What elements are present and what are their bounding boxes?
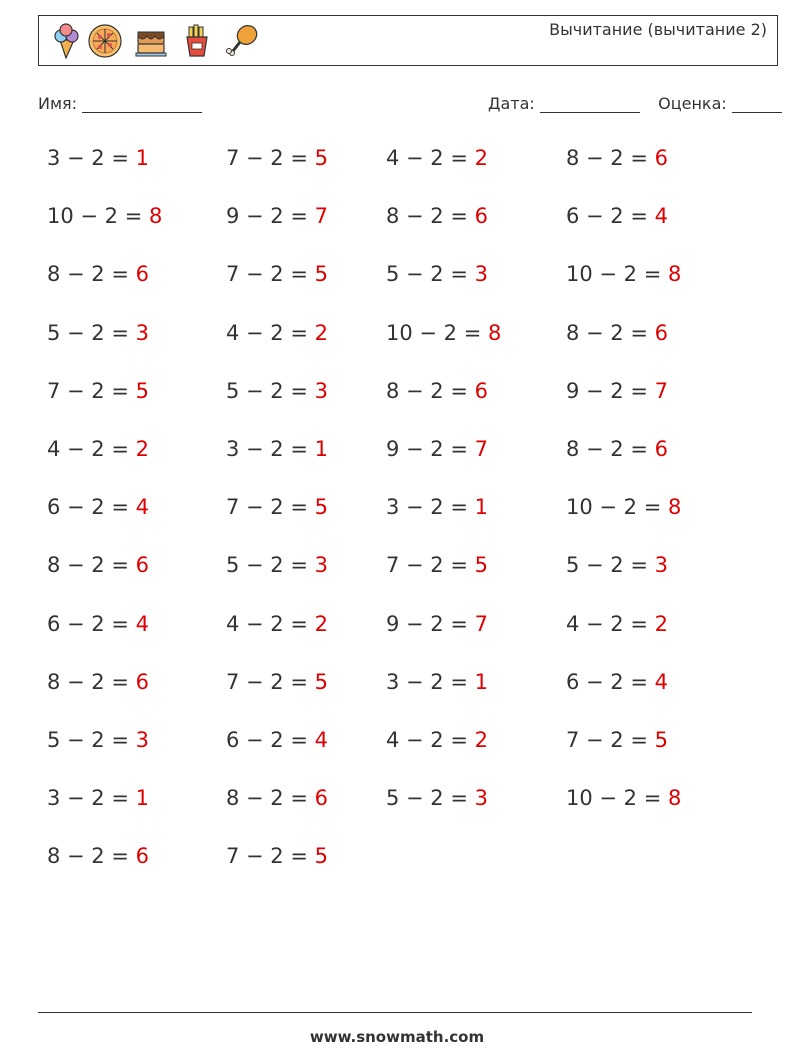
problem-item: [566, 670, 668, 694]
problem-item: [386, 262, 488, 286]
problem-answer: 4: [654, 204, 668, 229]
problem-answer: 5: [314, 146, 328, 170]
problem-item: [226, 553, 328, 577]
problem-answer: 3: [474, 786, 488, 811]
footer-url: www.snowmath.com: [309, 1028, 485, 1046]
problem-answer: 1: [474, 669, 488, 694]
problem-answer: 2: [135, 437, 149, 461]
cake-icon: [133, 23, 169, 59]
problem-question: 5 − 2 =: [47, 320, 136, 345]
problem-answer: 6: [135, 669, 149, 694]
problem-question: 6 − 2 =: [47, 611, 136, 636]
problem-item: [47, 728, 149, 752]
problem-item: [47, 321, 149, 345]
problem-question: 6 − 2 =: [566, 669, 655, 694]
problem-question: 4 − 2 =: [386, 146, 475, 170]
problem-item: [226, 262, 328, 286]
problem-question: 8 − 2 =: [566, 320, 655, 345]
problem-question: 8 − 2 =: [386, 378, 475, 403]
problem-answer: 7: [654, 378, 668, 403]
problem-question: 9 − 2 =: [386, 437, 475, 461]
problem-question: 5 − 2 =: [386, 786, 475, 811]
problem-answer: 2: [314, 320, 328, 345]
problem-question: 3 − 2 =: [226, 437, 315, 461]
problem-answer: 5: [474, 553, 488, 578]
ice-cream-icon: [49, 23, 85, 59]
problem-answer: 6: [135, 262, 149, 287]
problem-answer: 5: [654, 728, 668, 752]
problem-question: 4 − 2 =: [226, 320, 315, 345]
problem-answer: 5: [314, 495, 328, 520]
problem-question: 4 − 2 =: [47, 437, 136, 461]
problem-answer: 2: [474, 728, 488, 752]
problem-item: [47, 379, 149, 403]
problem-question: 10 − 2 =: [566, 262, 668, 287]
problem-answer: 5: [314, 844, 328, 869]
problem-answer: 3: [314, 553, 328, 578]
problem-answer: 4: [135, 611, 149, 636]
problem-question: 7 − 2 =: [226, 146, 315, 170]
problem-answer: 2: [314, 611, 328, 636]
name-label: Имя:: [38, 94, 78, 113]
problem-question: 8 − 2 =: [566, 146, 655, 170]
problem-item: [386, 612, 488, 636]
problem-answer: 8: [148, 204, 163, 229]
problem-answer: 1: [135, 146, 149, 170]
problem-question: 6 − 2 =: [226, 728, 315, 752]
problem-answer: 8: [667, 262, 682, 287]
problem-answer: 7: [314, 204, 328, 229]
problem-answer: 6: [654, 146, 668, 170]
problem-item: [226, 728, 328, 752]
problem-item: [566, 321, 668, 345]
problem-question: 10 − 2 =: [566, 495, 668, 520]
problem-item: [47, 786, 149, 810]
problem-item: [226, 844, 328, 868]
problem-question: 7 − 2 =: [226, 669, 315, 694]
problem-question: 6 − 2 =: [47, 495, 136, 520]
problem-question: 8 − 2 =: [47, 553, 136, 578]
problem-answer: 4: [314, 728, 328, 752]
problem-answer: 3: [654, 553, 668, 578]
problem-item: [226, 670, 328, 694]
problem-question: 8 − 2 =: [226, 786, 315, 811]
problem-item: [566, 553, 668, 577]
problem-question: 8 − 2 =: [47, 669, 136, 694]
problem-answer: 2: [474, 146, 488, 170]
date-label: Дата:: [488, 94, 535, 113]
problem-question: 9 − 2 =: [226, 204, 315, 229]
problem-item: [47, 612, 149, 636]
date-score-fields: [488, 94, 782, 113]
problem-answer: 7: [474, 437, 488, 461]
name-blank[interactable]: [82, 96, 202, 113]
problem-question: 9 − 2 =: [566, 378, 655, 403]
problem-question: 5 − 2 =: [226, 378, 315, 403]
problem-question: 5 − 2 =: [386, 262, 475, 287]
problem-item: [47, 553, 149, 577]
problem-question: 4 − 2 =: [226, 611, 315, 636]
problem-item: [47, 670, 149, 694]
problem-answer: 5: [135, 378, 149, 403]
fries-icon: [179, 23, 215, 59]
worksheet-title: Вычитание (вычитание 2): [549, 20, 767, 39]
problem-question: 8 − 2 =: [47, 844, 136, 869]
problem-item: [47, 204, 162, 228]
problem-question: 10 − 2 =: [566, 786, 668, 811]
problem-answer: 2: [654, 611, 668, 636]
problem-answer: 3: [314, 378, 328, 403]
problem-question: 7 − 2 =: [386, 553, 475, 578]
problem-item: [566, 495, 681, 519]
problem-question: 3 − 2 =: [47, 146, 136, 170]
problem-item: [386, 379, 488, 403]
problem-item: [226, 379, 328, 403]
problem-item: [566, 204, 668, 228]
problem-item: [566, 612, 668, 636]
problem-item: [226, 495, 328, 519]
worksheet-header: [38, 15, 778, 66]
problem-answer: 6: [654, 437, 668, 461]
problem-item: [566, 146, 668, 170]
score-blank[interactable]: [732, 96, 782, 113]
problem-answer: 6: [654, 320, 668, 345]
problem-answer: 8: [667, 495, 682, 520]
problem-item: [566, 262, 681, 286]
problem-answer: 1: [135, 786, 149, 811]
name-field: [38, 94, 202, 113]
problem-answer: 3: [135, 728, 149, 752]
problem-question: 8 − 2 =: [47, 262, 136, 287]
problem-item: [47, 146, 149, 170]
problem-question: 7 − 2 =: [47, 378, 136, 403]
problem-item: [47, 495, 149, 519]
problem-item: [47, 844, 149, 868]
problem-item: [566, 437, 668, 461]
problem-question: 4 − 2 =: [566, 611, 655, 636]
problem-item: [226, 204, 328, 228]
problem-item: [226, 437, 328, 461]
problem-answer: 3: [135, 320, 149, 345]
problem-item: [386, 321, 501, 345]
pizza-icon: [87, 23, 123, 59]
problem-question: 9 − 2 =: [386, 611, 475, 636]
problem-item: [386, 553, 488, 577]
problem-item: [386, 786, 488, 810]
score-label: Оценка:: [658, 94, 727, 113]
problem-answer: 5: [314, 669, 328, 694]
problem-item: [566, 728, 668, 752]
problem-answer: 6: [135, 553, 149, 578]
problem-answer: 4: [654, 669, 668, 694]
footer-divider: [38, 1012, 752, 1013]
problem-question: 8 − 2 =: [566, 437, 655, 461]
problem-item: [386, 728, 488, 752]
problem-answer: 8: [667, 786, 682, 811]
problem-answer: 5: [314, 262, 328, 287]
problem-question: 8 − 2 =: [386, 204, 475, 229]
problem-question: 3 − 2 =: [386, 669, 475, 694]
problem-item: [386, 670, 488, 694]
problem-item: [226, 612, 328, 636]
problem-item: [226, 786, 328, 810]
problem-item: [386, 204, 488, 228]
problem-answer: 3: [474, 262, 488, 287]
problem-answer: 6: [135, 844, 149, 869]
problem-answer: 6: [474, 204, 488, 229]
problem-question: 6 − 2 =: [566, 204, 655, 229]
problem-question: 3 − 2 =: [386, 495, 475, 520]
problem-question: 7 − 2 =: [226, 495, 315, 520]
problem-question: 5 − 2 =: [226, 553, 315, 578]
problem-item: [386, 437, 488, 461]
problem-question: 4 − 2 =: [386, 728, 475, 752]
problem-question: 7 − 2 =: [226, 844, 315, 869]
problem-item: [226, 321, 328, 345]
problem-question: 5 − 2 =: [47, 728, 136, 752]
problem-answer: 1: [314, 437, 328, 461]
problem-answer: 6: [314, 786, 328, 811]
problem-item: [47, 437, 149, 461]
problem-answer: 1: [474, 495, 488, 520]
problem-question: 10 − 2 =: [47, 204, 149, 229]
problem-item: [386, 495, 488, 519]
problem-answer: 4: [135, 495, 149, 520]
problem-answer: 6: [474, 378, 488, 403]
chicken-leg-icon: [225, 23, 261, 59]
problem-question: 3 − 2 =: [47, 786, 136, 811]
date-blank[interactable]: [540, 96, 640, 113]
problem-answer: 7: [474, 611, 488, 636]
problem-item: [566, 786, 681, 810]
problem-answer: 8: [487, 320, 502, 345]
problem-question: 7 − 2 =: [226, 262, 315, 287]
problem-question: 5 − 2 =: [566, 553, 655, 578]
problem-question: 10 − 2 =: [386, 320, 488, 345]
problem-item: [226, 146, 328, 170]
problem-item: [566, 379, 668, 403]
problem-question: 7 − 2 =: [566, 728, 655, 752]
problem-item: [386, 146, 488, 170]
problem-item: [47, 262, 149, 286]
